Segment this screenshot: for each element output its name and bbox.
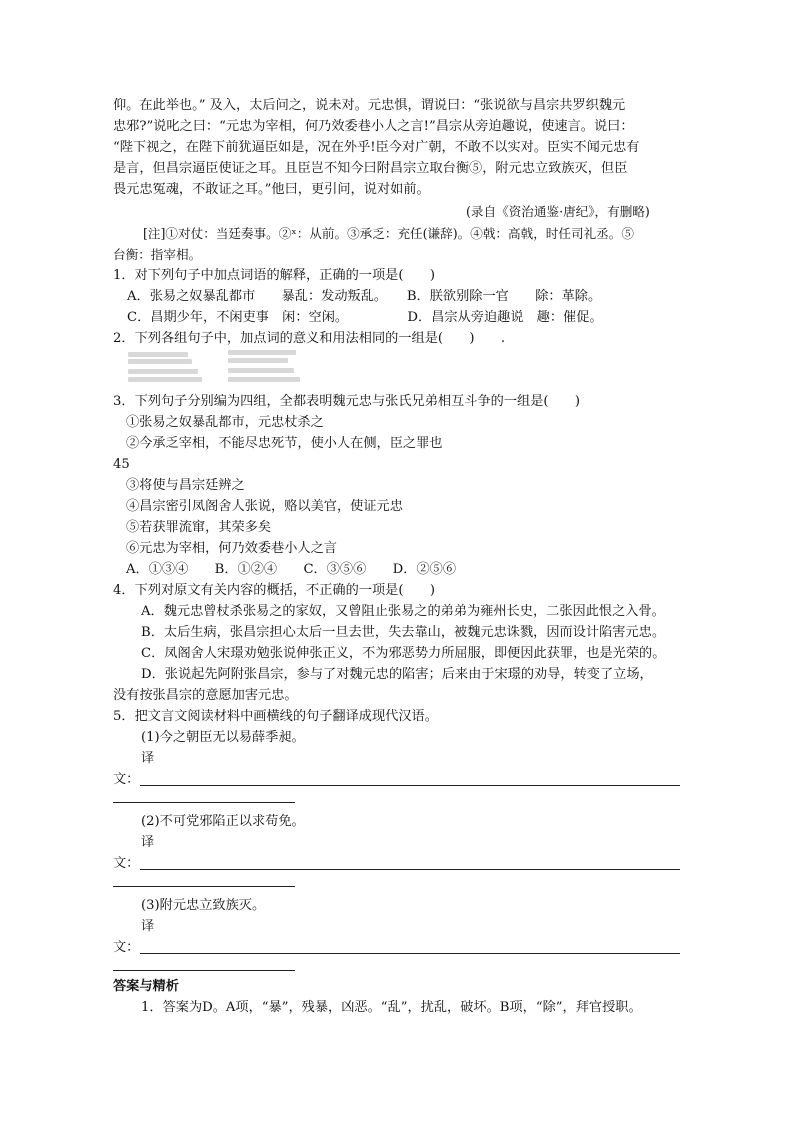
question-2-stem: 2．下列各组句子中，加点词的意义和用法相同的一组是( ) . <box>113 331 506 346</box>
question-1-stem: 1．对下列句子中加点词语的解释，正确的一项是( ) <box>113 268 435 283</box>
question-3-item: ⑥元忠为宰相，何乃效委巷小人之言 <box>126 541 337 556</box>
question-1-options: A．张易之奴暴乱都市 暴乱：发动叛乱。 B．朕欲别除一官 除：革除。 <box>127 289 602 304</box>
translation-sentence: (1)今之朝臣无以易薛季昶。 <box>141 730 305 745</box>
question-4-option: A．魏元忠曾杖杀张易之的家奴，又曾阻止张易之的弟弟为雍州长史，二张因此恨之入骨。 <box>141 604 665 619</box>
question-4-option: C．凤阁舍人宋璟劝勉张说伸张正义，不为邪恶势力所屈服，即便因此获罪，也是光荣的。 <box>141 646 666 661</box>
translation-label: 文： <box>113 772 140 787</box>
question-5-stem: 5．把文言文阅读材料中画横线的句子翻译成现代汉语。 <box>113 709 438 724</box>
question-4-option: D．张说起先阿附张昌宗，参与了对魏元忠的陷害；后来由于宋璟的劝导，转变了立场， <box>141 667 653 682</box>
translation-label: 译 <box>141 919 155 934</box>
translation-sentence: (3)附元忠立致族灭。 <box>141 898 266 913</box>
passage-line: 畏元忠冤魂，不敢证之耳。”他曰，更引问，说对如前。 <box>113 182 430 197</box>
answer-line[interactable] <box>113 886 295 887</box>
question-3-stem: 3．下列句子分别编为四组，全都表明魏元忠与张氏兄弟相互斗争的一组是( ) <box>113 394 581 409</box>
question-4-option: B．太后生病，张昌宗担心太后一旦去世，失去靠山，被魏元忠诛戮，因而设计陷害元忠。 <box>141 625 665 640</box>
passage-line: 是言，但昌宗逼臣使证之耳。且臣岂不知今曰附昌宗立取台衡⑤，附元忠立致族灭，但臣 <box>113 161 628 176</box>
question-3-item: ④昌宗密引凤阁舍人张说，赂以美官，使证元忠 <box>126 499 403 514</box>
answer-line[interactable] <box>140 785 680 786</box>
question-3-item: ①张易之奴暴乱都市，元忠杖杀之 <box>126 415 324 430</box>
question-4-stem: 4．下列对原文有关内容的概括，不正确的一项是( ) <box>113 583 435 598</box>
translation-sentence: (2)不可党邪陷正以求苟免。 <box>141 814 305 829</box>
question-3-item: ⑤若获罪流窜，其荣多矣 <box>126 520 272 535</box>
translation-label: 译 <box>141 751 155 766</box>
answer-line-text: 1．答案为D。A项，“暴”，残暴，凶恶。“乱”，扰乱，破坏。B项，“除”，拜官授职。 <box>141 1000 642 1015</box>
translation-label: 译 <box>141 835 155 850</box>
question-3-item: 45 <box>113 457 130 472</box>
answer-line[interactable] <box>113 802 295 803</box>
question-1-options: C．昌期少年，不闲吏事 闲：空闲。 D．昌宗从旁迫趣说 趣：催促。 <box>127 310 603 325</box>
passage-note: [注]①对仗：当廷奏事。②ˣ：从前。③承乏：充任(谦辞)。④戟：高戟，时任司礼丞。⑤ <box>143 226 634 241</box>
passage-line: 忠邪?”说叱之曰：“元忠为宰相，何乃效委巷小人之言!”昌宗从旁迫趣说，使速言。说曰： <box>113 119 634 134</box>
question-3-item: ②今承乏宰相，不能尽忠死节，使小人在侧，臣之罪也 <box>126 436 443 451</box>
passage-line: 仰。在此举也。” 及入，太后问之，说未对。元忠惧，谓说曰：“张说欲与昌宗共罗织魏元 <box>113 98 626 113</box>
passage-line: “陛下视之，在陛下前犹逼臣如是，况在外乎!臣今对广朝，不敢不以实对。臣实不闻元忠有 <box>113 140 640 155</box>
translation-label: 文： <box>113 856 140 871</box>
answer-line[interactable] <box>140 869 680 870</box>
passage-source: (录自《资治通鉴·唐纪》，有删略) <box>466 204 650 219</box>
answer-line[interactable] <box>140 953 680 954</box>
question-3-item: ③将使与昌宗廷辨之 <box>126 478 245 493</box>
translation-label: 文： <box>113 940 140 955</box>
answer-line[interactable] <box>113 970 295 971</box>
question-4-option: 没有按张昌宗的意愿加害元忠。 <box>113 688 298 703</box>
question-3-options: A．①③④ B．①②④ C．③⑤⑥ D．②⑤⑥ <box>126 562 457 577</box>
faded-question-2-options <box>128 350 428 386</box>
answers-heading: 答案与精析 <box>113 979 179 994</box>
passage-note: 台衡：指宰相。 <box>113 247 202 262</box>
